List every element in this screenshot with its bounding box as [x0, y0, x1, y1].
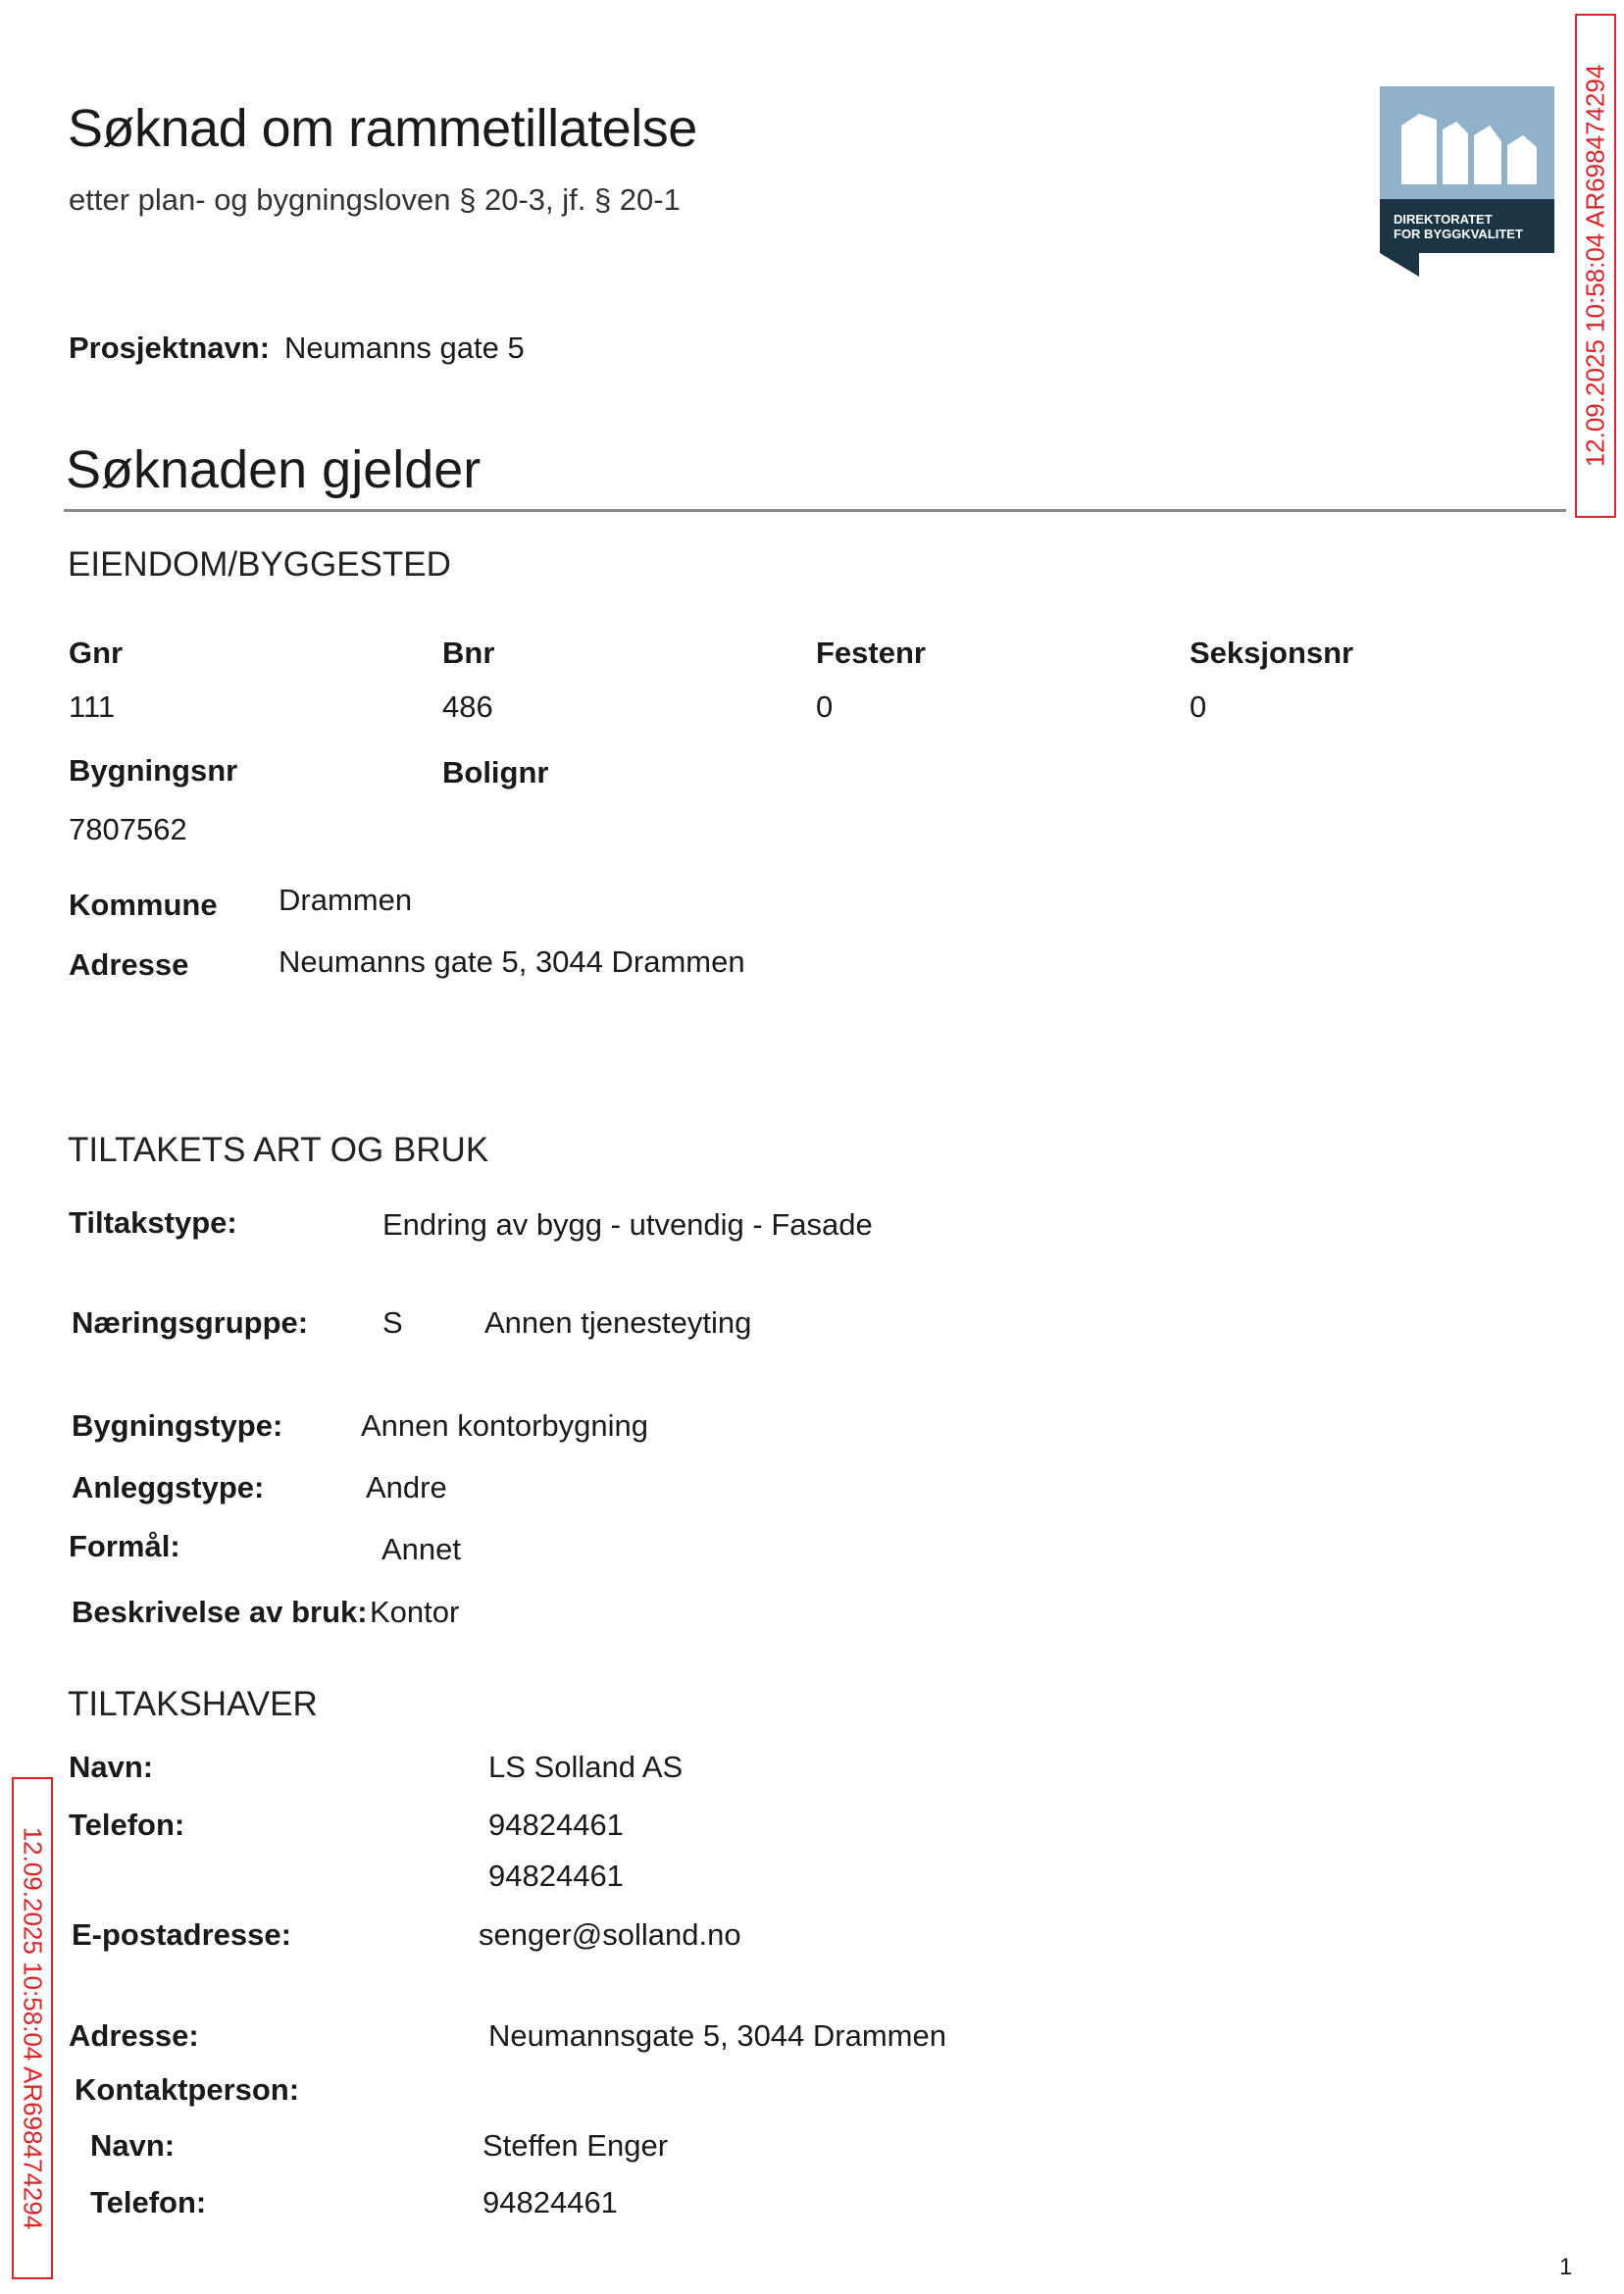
document-subtitle: etter plan- og bygningsloven § 20-3, jf. § 20-1 — [69, 182, 681, 217]
bolignr-label: Bolignr — [442, 755, 549, 790]
bnr-label: Bnr — [442, 636, 495, 670]
logo-text-line1: DIREKTORATET — [1394, 212, 1493, 227]
beskrivelse-value: Kontor — [370, 1595, 460, 1629]
naeringsgruppe-value: Annen tjenesteyting — [484, 1305, 752, 1340]
tiltakshaver-adresse-label: Adresse: — [69, 2018, 199, 2053]
formal-value: Annet — [381, 1532, 462, 1566]
tiltakshaver-adresse-value: Neumannsgate 5, 3044 Drammen — [488, 2018, 946, 2053]
beskrivelse-label: Beskrivelse av bruk: — [72, 1595, 368, 1629]
kontaktperson-navn-label: Navn: — [90, 2128, 176, 2163]
kommune-value: Drammen — [279, 883, 413, 917]
tiltakshaver-telefon-2: 94824461 — [488, 1859, 624, 1893]
kontaktperson-telefon-label: Telefon: — [90, 2185, 207, 2219]
gnr-value: 111 — [69, 689, 116, 724]
tiltakshaver-epost-value: senger@solland.no — [479, 1917, 741, 1952]
eiendom-heading: EIENDOM/BYGGESTED — [68, 545, 451, 584]
project-value: Neumanns gate 5 — [284, 331, 525, 365]
tiltakshaver-navn-value: LS Solland AS — [488, 1750, 684, 1784]
seksjonsnr-label: Seksjonsnr — [1190, 636, 1354, 670]
bygningsnr-value: 7807562 — [69, 812, 187, 846]
kontaktperson-label: Kontaktperson: — [75, 2072, 300, 2107]
timestamp-stamp-left-text: 12.09.2025 10:58:04 AR698474294 — [18, 1826, 48, 2230]
bygningstype-value: Annen kontorbygning — [361, 1408, 649, 1443]
tiltakstype-value: Endring av bygg - utvendig - Fasade — [382, 1207, 873, 1242]
kommune-label: Kommune — [69, 888, 218, 922]
building-logo-icon — [1380, 86, 1554, 277]
tiltakshaver-telefon-1: 94824461 — [488, 1808, 624, 1842]
document-title: Søknad om rammetillatelse — [68, 99, 697, 158]
festenr-label: Festenr — [816, 636, 926, 670]
seksjonsnr-value: 0 — [1190, 689, 1207, 724]
section-title: Søknaden gjelder — [66, 440, 482, 499]
gnr-label: Gnr — [69, 636, 124, 670]
anleggstype-label: Anleggstype: — [72, 1470, 265, 1504]
logo-text-line2: FOR BYGGKVALITET — [1394, 227, 1523, 241]
bygningstype-label: Bygningstype: — [72, 1408, 283, 1443]
timestamp-stamp-right — [1575, 14, 1616, 518]
naeringsgruppe-label: Næringsgruppe: — [72, 1305, 309, 1340]
bnr-value: 486 — [442, 689, 493, 724]
tiltakshaver-heading: TILTAKSHAVER — [68, 1685, 318, 1723]
tiltakshaver-navn-label: Navn: — [69, 1750, 154, 1784]
timestamp-stamp-right-text: 12.09.2025 10:58:04 AR698474294 — [1580, 64, 1610, 468]
naeringsgruppe-code: S — [382, 1305, 403, 1340]
dibk-logo — [1380, 86, 1554, 277]
adresse-label: Adresse — [69, 947, 189, 982]
project-label: Prosjektnavn: — [69, 331, 271, 365]
tiltak-heading: TILTAKETS ART OG BRUK — [68, 1131, 489, 1169]
tiltakshaver-telefon-label: Telefon: — [69, 1808, 185, 1842]
section-divider — [64, 509, 1566, 512]
tiltakshaver-epost-label: E-postadresse: — [72, 1917, 291, 1952]
festenr-value: 0 — [816, 689, 834, 724]
formal-label: Formål: — [69, 1529, 180, 1563]
anleggstype-value: Andre — [366, 1470, 447, 1504]
tiltakstype-label: Tiltakstype: — [69, 1205, 237, 1240]
page-number: 1 — [1559, 2254, 1573, 2280]
kontaktperson-telefon-value: 94824461 — [482, 2185, 618, 2219]
adresse-value: Neumanns gate 5, 3044 Drammen — [279, 944, 745, 979]
kontaktperson-navn-value: Steffen Enger — [482, 2128, 669, 2163]
timestamp-stamp-left — [12, 1777, 53, 2279]
bygningsnr-label: Bygningsnr — [69, 753, 238, 788]
